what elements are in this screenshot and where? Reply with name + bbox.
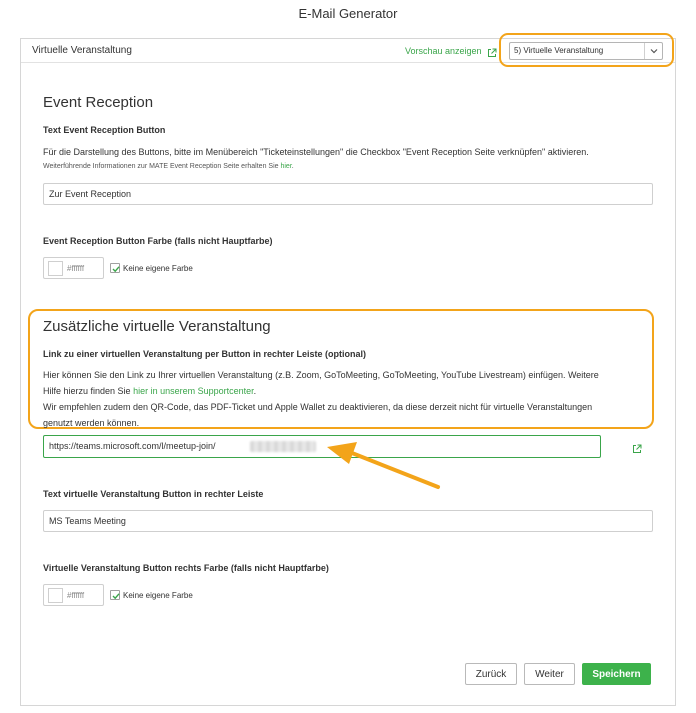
virtual-help-period: . — [253, 386, 257, 396]
event-reception-no-color-label: Keine eigene Farbe — [123, 264, 193, 273]
back-button[interactable]: Zurück — [465, 663, 517, 685]
help-small-prefix: Weiterführende Informationen zur MATE Event Reception Seite erhalten Sie — [43, 163, 281, 170]
color-value: #ffffff — [67, 591, 85, 600]
virtual-help-line3: Wir empfehlen zudem den QR-Code, das PDF-Ticket und Apple Wallet zu deaktivieren, da diese derzeit nicht für virtuelle Veranstaltungen — [43, 402, 593, 412]
color-value: #ffffff — [67, 264, 85, 273]
virtual-url-value: https://teams.microsoft.com/l/meetup-join/ — [49, 441, 216, 451]
event-reception-help: Für die Darstellung des Buttons, bitte im Menübereich "Ticketeinstellungen" die Checkbox "Event Reception Seite verknüpfen" aktivieren. — [43, 147, 589, 157]
event-reception-help-small — [43, 163, 294, 170]
event-reception-heading: Event Reception — [43, 94, 154, 111]
virtual-no-color-label: Keine eigene Farbe — [123, 591, 193, 600]
virtual-button-text-value: MS Teams Meeting — [49, 516, 126, 526]
next-button[interactable]: Weiter — [524, 663, 575, 685]
help-small-suffix: . — [291, 163, 294, 170]
virtual-no-color-checkbox[interactable] — [110, 590, 120, 600]
virtual-heading: Zusätzliche virtuelle Veranstaltung — [43, 318, 271, 335]
support-center-link[interactable]: hier in unserem Supportcenter — [133, 386, 254, 396]
panel-title: Virtuelle Veranstaltung — [32, 45, 132, 56]
virtual-color-label: Virtuelle Veranstaltung Button rechts Farbe (falls nicht Hauptfarbe) — [43, 563, 329, 573]
virtual-button-text-label: Text virtuelle Veranstaltung Button in rechter Leiste — [43, 489, 264, 499]
virtual-help-line2 — [43, 383, 653, 399]
help-small-link[interactable]: hier — [280, 163, 292, 170]
event-reception-no-color-checkbox[interactable] — [110, 263, 120, 273]
external-link-icon[interactable] — [632, 441, 642, 459]
virtual-button-text-input[interactable] — [43, 510, 653, 532]
annotation-arrow-icon — [300, 430, 450, 495]
virtual-help-line1: Hier können Sie den Link zu Ihrer virtuellen Veranstaltung (z.B. Zoom, GoToMeeting, GoToMeeting, YouTube Livestream) einfügen. Weitere — [43, 370, 599, 380]
event-reception-text-label: Text Event Reception Button — [43, 125, 166, 135]
color-swatch[interactable] — [48, 588, 63, 603]
virtual-help — [43, 367, 653, 431]
virtual-color-input[interactable] — [43, 584, 104, 606]
virtual-link-label: Link zu einer virtuellen Veranstaltung per Button in rechter Leiste (optional) — [43, 349, 367, 359]
virtual-help-line4: genutzt werden können. — [43, 418, 140, 428]
preview-link[interactable]: Vorschau anzeigen — [405, 46, 482, 56]
save-button[interactable]: Speichern — [582, 663, 651, 685]
email-type-select-value: 5) Virtuelle Veranstaltung — [514, 46, 604, 55]
virtual-help-text: Hilfe hierzu finden Sie — [43, 386, 134, 396]
app-title: E-Mail Generator — [298, 6, 398, 21]
color-swatch[interactable] — [48, 261, 63, 276]
event-reception-text-value: Zur Event Reception — [49, 189, 132, 199]
select-highlight-annotation — [499, 33, 674, 67]
event-reception-text-input[interactable] — [43, 183, 653, 205]
external-link-icon[interactable] — [487, 45, 497, 63]
event-reception-color-input[interactable] — [43, 257, 104, 279]
event-reception-color-label: Event Reception Button Farbe (falls nicht Hauptfarbe) — [43, 236, 273, 246]
